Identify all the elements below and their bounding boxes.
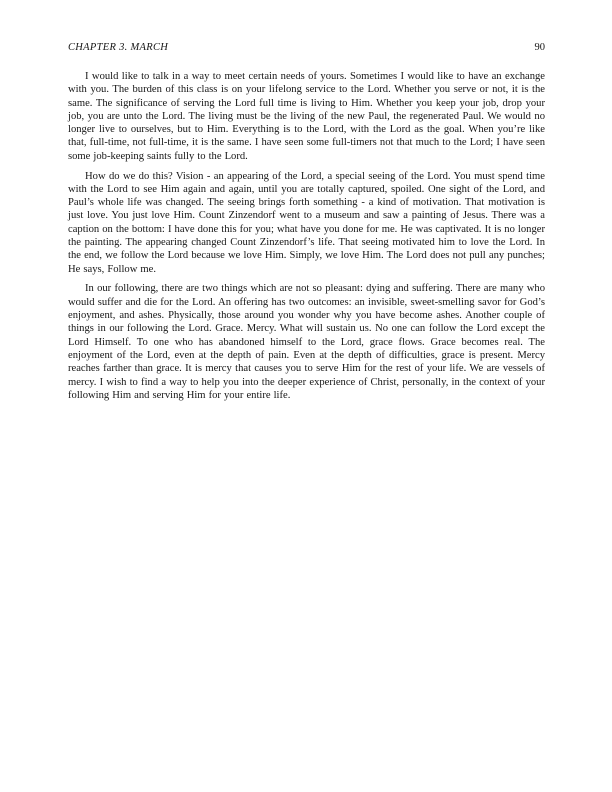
running-header: [68, 42, 545, 53]
body-text: [68, 70, 545, 402]
paragraph-3: In our following, there are two things which are not so pleasant: dying and suffering. There are many who would suffer and die for the Lord. An offering has two outcomes: an invisible, sweet-smelling savor for God’s enjoyment, and ashes. Physically, those around you wonder why you have become ashes. Another couple of things in our following the Lord. Grace. Mercy. What will sustain us. No one can follow the Lord except the Lord Himself. To one who has abandoned himself to the Lord, grace flows. Grace becomes real. The enjoyment of the Lord, even at the depth of pain. Even at the depth of difficulties, grace is present. Mercy reaches farther than grace. It is mercy that causes you to serve Him for the rest of your life. We are vessels of mercy. I wish to find a way to help you into the deeper experience of Christ, personally, in the context of your following Him and serving Him for your entire life.: [68, 283, 545, 401]
paragraph-2: How do we do this? Vision - an appearing of the Lord, a special seeing of the Lord. You must spend time with the Lord to see Him again and again, until you are totally captured, spoiled. One sight of the Lord, and Paul’s whole life was changed. The seeing brings forth something - a kind of motivation. That motivation is just love. You just love Him. Count Zinzendorf went to a museum and saw a painting of Jesus. There was a caption on the bottom: I have done this for you; what have you done for me. He was captivated. It is no longer the painting. The appearing changed Count Zinzendorf’s life. That seeing motivated him to love the Lord. In the end, we follow the Lord because we love Him. Simply, we love Him. The Lord does not pull any punches; He says, Follow me.: [68, 170, 545, 275]
chapter-heading: CHAPTER 3. MARCH: [68, 42, 169, 53]
paragraph-1: I would like to talk in a way to meet certain needs of yours. Sometimes I would like to have an exchange with you. The burden of this class is on your lifelong service to the Lord. Whether you serve or not, it is the same. The significance of serving the Lord full time is living to Him. Whether you keep your job, drop your job, you are unto the Lord. The living must be the living of the new Paul, the regenerated Paul. We would no longer live to ourselves, but to Him. Everything is to the Lord, with the Lord as the goal. When you’re like that, full-time, not full-time, it is the same. I have seen some full-timers not that much to the Lord; I have seen some job-keeping saints fully to the Lord.: [68, 71, 545, 162]
page-number: 90: [534, 42, 545, 53]
